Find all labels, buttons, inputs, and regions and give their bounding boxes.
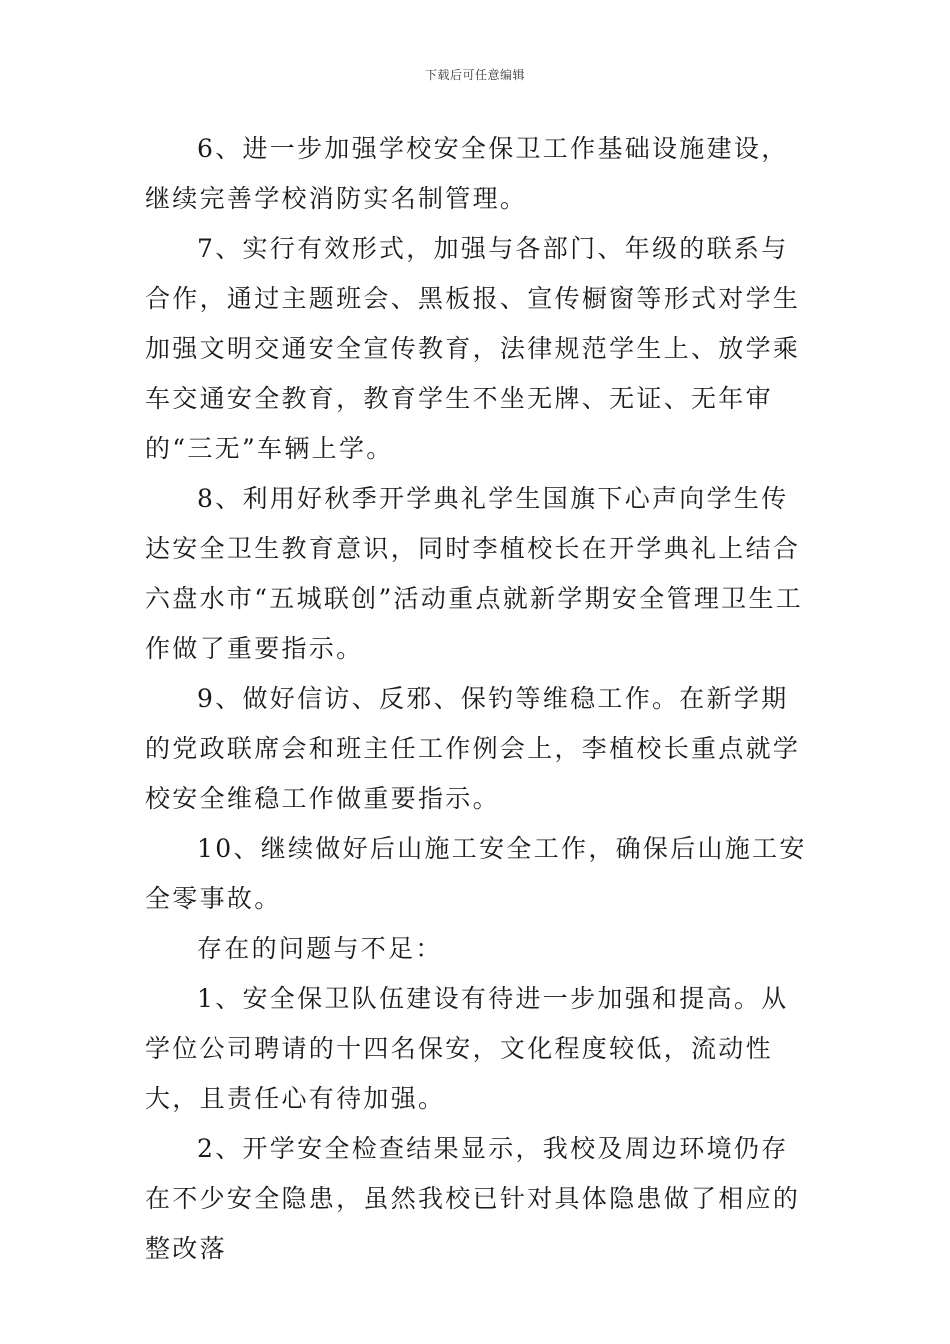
problem-item-1: 1、安全保卫队伍建设有待进一步加强和提高。从学位公司聘请的十四名保安，文化程度较低，流动性大，且责任心有待加强。 [145, 984, 789, 1113]
paragraph-item-6: 6、进一步加强学校安全保卫工作基础设施建设，继续完善学校消防实名制管理。 [145, 134, 789, 213]
problem-item-2: 2、开学安全检查结果显示，我校及周边环境仍存在不少安全隐患，虽然我校已针对具体隐患做了相应的整改落 [145, 1134, 801, 1263]
paragraph-item-9: 9、做好信访、反邪、保钓等维稳工作。在新学期的党政联席会和班主任工作例会上，李植校长重点就学校安全维稳工作做重要指示。 [145, 684, 801, 813]
paragraph-item-10: 10、继续做好后山施工安全工作，确保后山施工安全零事故。 [145, 834, 807, 913]
section-heading-problems: 存在的问题与不足： [197, 934, 443, 963]
paragraph-item-8: 8、利用好秋季开学典礼学生国旗下心声向学生传达安全卫生教育意识，同时李植校长在开学典礼上结合六盘水市“五城联创”活动重点就新学期安全管理卫生工作做了重要指示。 [145, 484, 804, 663]
header-note: 下载后可任意编辑 [424, 68, 525, 82]
paragraph-item-7: 7、实行有效形式，加强与各部门、年级的联系与合作，通过主题班会、黑板报、宣传橱窗等形式对学生加强文明交通安全宣传教育，法律规范学生上、放学乘车交通安全教育，教育学生不坐无牌、无证、无年审的“三无”车辆上学。 [145, 234, 801, 463]
document-body [145, 124, 815, 1274]
